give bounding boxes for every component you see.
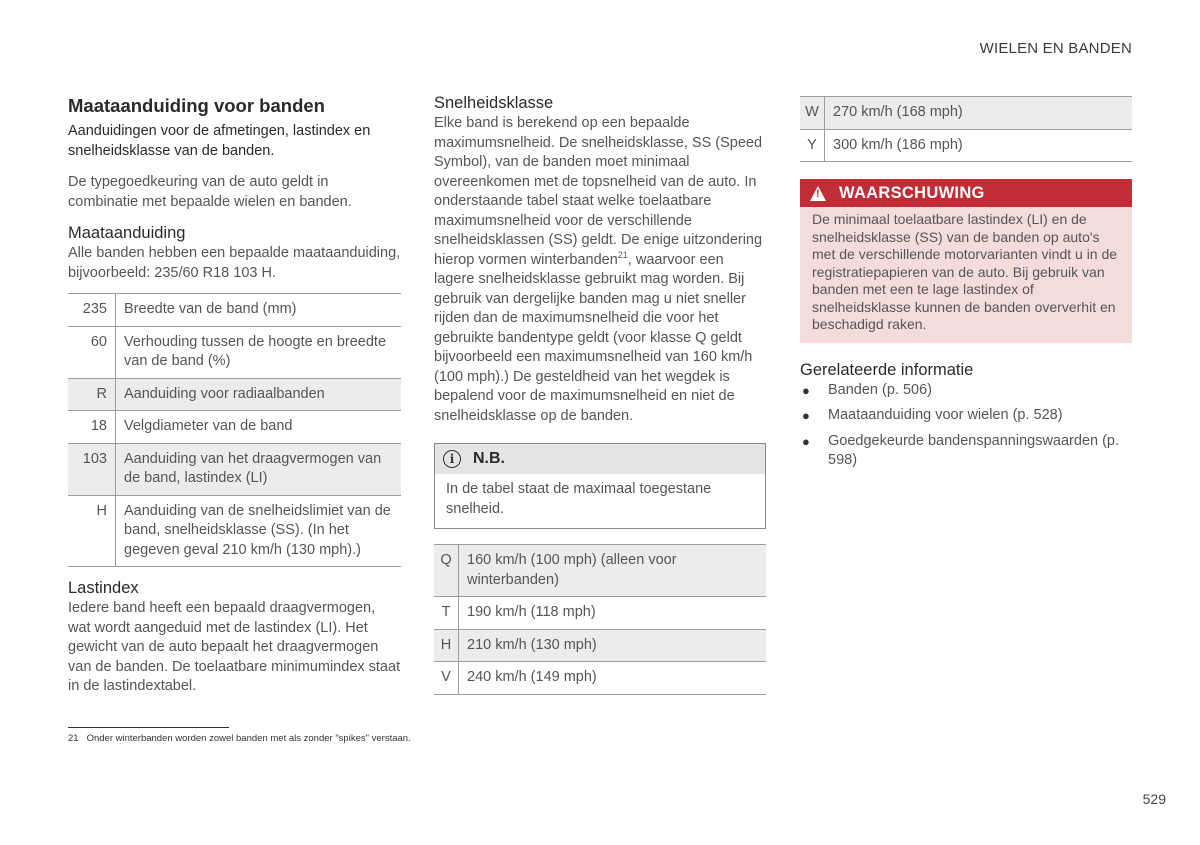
lead-paragraph: Aanduidingen voor de afmetingen, lastindex en snelheidsklasse van de banden.	[68, 123, 371, 159]
table-cell-code: 60	[68, 326, 116, 378]
warning-title: WAARSCHUWING	[839, 183, 985, 202]
table-row	[434, 597, 766, 630]
related-section	[800, 361, 1132, 471]
related-heading: Gerelateerde informatie	[800, 360, 974, 379]
table-cell-desc: 210 km/h (130 mph)	[459, 629, 767, 662]
table-row	[68, 443, 401, 495]
note-title: N.B.	[473, 450, 505, 467]
bullet-icon: ●	[802, 433, 810, 449]
table-row	[68, 326, 401, 378]
column-3	[800, 96, 1132, 477]
table-cell-desc: 160 km/h (100 mph) (alleen voor winterbanden)	[459, 545, 767, 597]
table-cell-code: Y	[800, 129, 825, 162]
table-row	[434, 629, 766, 662]
related-link-label: Maataanduiding voor wielen (p. 528)	[828, 407, 1063, 423]
table-cell-code: R	[68, 378, 116, 411]
intro-paragraph: De typegoedkeuring van de auto geldt in combinatie met bepaalde wielen en banden.	[68, 174, 352, 210]
table-row	[434, 662, 766, 695]
warning-text: De minimaal toelaatbare lastindex (LI) en de snelheidsklasse (SS) van de banden op auto's met de verschillende motorvarianten vindt u in de registratiepapieren van de auto. Bij gebruik van banden met een te lage lastindex of snelheidsklasse kunnen de banden oververhit en beschadigd raken.	[800, 207, 1132, 343]
table-row	[800, 97, 1132, 130]
table-cell-desc: 300 km/h (186 mph)	[825, 129, 1133, 162]
footnote	[68, 733, 411, 744]
column-1	[68, 92, 401, 707]
load-paragraph: Iedere band heeft een bepaald draagvermogen, wat wordt aangeduid met de lastindex (LI). Het gewicht van de auto bepaalt het draagvermogen van de banden. De toelaatbare minimumindex staat in de lastindextabel.	[68, 600, 401, 694]
note-text: In de tabel staat de maximaal toegestane snelheid.	[446, 481, 712, 517]
related-link[interactable]	[800, 381, 1132, 401]
load-heading: Lastindex	[68, 579, 139, 597]
table-cell-code: T	[434, 597, 459, 630]
column-2	[434, 92, 766, 695]
table-cell-code: 103	[68, 443, 116, 495]
speed-table-continued	[800, 96, 1132, 162]
warning-header	[800, 179, 1132, 207]
table-cell-desc: Velgdiameter van de band	[116, 411, 402, 444]
speed-text-b: , waarvoor een lagere snelheidsklasse gebruikt mag worden. Bij gebruik van dergelijke banden mag u niet sneller rijden dan de maximumsnelheid die voor het gebruikte bandentype geldt (voor klasse Q geldt bijvoorbeeld een maximumsnelheid van 160 km/h (100 mph).) De gesteldheid van het wegdek is bepalend voor de maximumsnelheid en niet de snelheidsklasse op de banden.	[434, 251, 753, 424]
table-cell-code: Q	[434, 545, 459, 597]
table-cell-desc: 240 km/h (149 mph)	[459, 662, 767, 695]
related-link-label: Banden (p. 506)	[828, 381, 932, 398]
table-row	[68, 411, 401, 444]
bullet-icon: ●	[802, 408, 810, 423]
speed-paragraph	[434, 114, 766, 426]
size-table	[68, 293, 401, 567]
speed-table	[434, 544, 766, 695]
section-header: WIELEN EN BANDEN	[979, 40, 1132, 57]
note-box	[434, 443, 766, 529]
table-cell-code: W	[800, 97, 825, 130]
footnote-ref[interactable]: 21	[617, 249, 628, 260]
table-cell-desc: Breedte van de band (mm)	[116, 294, 402, 327]
size-heading: Maataanduiding	[68, 224, 186, 242]
footnote-number: 21	[68, 733, 79, 744]
related-link[interactable]	[800, 432, 1132, 471]
table-row	[800, 129, 1132, 162]
table-cell-code: 235	[68, 294, 116, 327]
table-cell-desc: Aanduiding van het draagvermogen van de band, lastindex (LI)	[116, 443, 402, 495]
table-cell-code: H	[68, 495, 116, 567]
page-title: Maataanduiding voor banden	[68, 95, 325, 116]
footnote-divider	[68, 727, 229, 728]
table-row	[68, 378, 401, 411]
note-header	[435, 444, 765, 474]
related-list	[800, 381, 1132, 471]
table-row	[68, 294, 401, 327]
size-paragraph: Alle banden hebben een bepaalde maataanduiding, bijvoorbeeld: 235/60 R18 103 H.	[68, 245, 401, 281]
warning-triangle-icon: !	[810, 186, 826, 201]
speed-text-a: Elke band is berekend op een bepaalde maximumsnelheid. De snelheidsklasse, SS (Speed Symbol), van de banden moet minimaal overeenkomen met de topsnelheid van de auto. In onderstaande tabel staat welke toelaatbare maximumsnelheid voor de verschillende snelheidsklassen (SS) geldt. De enige uitzondering hierop vormen winterbanden	[434, 115, 763, 268]
table-cell-desc: Verhouding tussen de hoogte en breedte van de band (%)	[116, 326, 402, 378]
warning-box	[800, 179, 1132, 343]
table-cell-desc: Aanduiding van de snelheidslimiet van de band, snelheidsklasse (SS). (In het gegeven geval 210 km/h (130 mph).)	[116, 495, 402, 567]
table-row	[434, 545, 766, 597]
related-link[interactable]	[800, 406, 1132, 426]
page-number: 529	[1142, 791, 1166, 807]
table-cell-code: V	[434, 662, 459, 695]
table-cell-desc: 270 km/h (168 mph)	[825, 97, 1133, 130]
table-cell-code: 18	[68, 411, 116, 444]
table-cell-desc: Aanduiding voor radiaalbanden	[116, 378, 402, 411]
table-cell-code: H	[434, 629, 459, 662]
speed-heading: Snelheidsklasse	[434, 94, 554, 112]
bullet-icon: ●	[802, 382, 810, 398]
footnote-text: Onder winterbanden worden zowel banden met als zonder "spikes" verstaan.	[86, 733, 411, 744]
table-cell-desc: 190 km/h (118 mph)	[459, 597, 767, 630]
info-icon: i	[443, 450, 461, 468]
related-link-label: Goedgekeurde bandenspanningswaarden (p. 598)	[828, 432, 1120, 468]
table-row	[68, 495, 401, 567]
